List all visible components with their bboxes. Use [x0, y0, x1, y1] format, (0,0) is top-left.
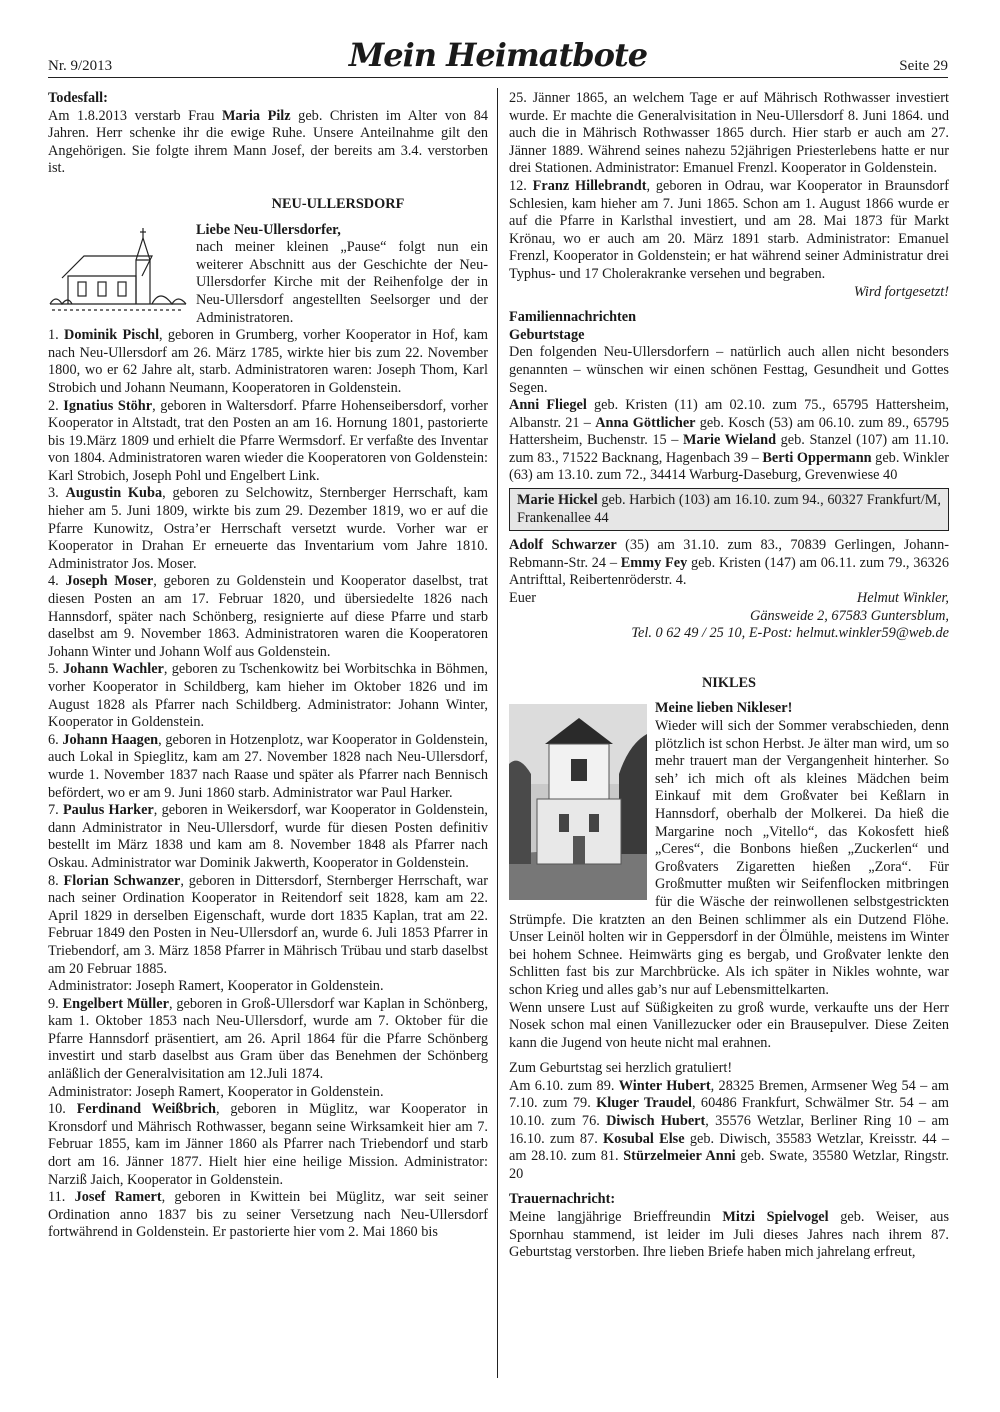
mourning-text: Meine langjährige Brieffreundin Mitzi Spielvogel geb. Weiser, aus Spornhau stammend, ist leider im Juli dieses Jahres nach ihrem 87. Geburtstag verstorben. Ihre lieben Briefe haben mich jahrelang erfreut,	[509, 1209, 950, 1261]
birthday-intro: Den folgenden Neu-Ullersdorfern – natürlich auch allen nicht besonders genannten – wünschen wir einen schönen Festtag, Gesundheit und Gottes Segen.	[509, 344, 949, 396]
family-news-heading: Familiennachrichten	[509, 309, 637, 326]
masthead-logo: Mein Heimatbote	[348, 36, 648, 74]
greeting-neu-ullersdorf: Liebe Neu-Ullersdorfer,	[196, 221, 341, 238]
list-item: 8. Florian Schwanzer, geboren in Dittersdorf, Sternberger Herrschaft, war nach seiner Ordination Kooperator in Reitendorf seit 1828, kam am 22. April 1829 in derselben Eigenschaft, wurde dort 1835 Kaplan, trat am 22. Februar 1849 den Posten in Neu-Ullersdorf an, wurde 6. Juli 1853 Pfarrer in Triebendorf, am 3. März 1858 Pfarrer in Mährisch Trübau und starb daselbst am 20 Februar 1885.	[48, 872, 488, 977]
mourning-heading: Trauernachricht:	[509, 1191, 616, 1208]
page-number: Seite 29	[899, 58, 948, 74]
column-divider	[497, 88, 498, 1378]
church-photo-image	[509, 704, 647, 900]
section-heading-neu-ullersdorf: NEU-ULLERSDORF	[271, 195, 405, 212]
continuation-note: Wird fortgesetzt!	[853, 283, 949, 300]
list-item: 6. Johann Haagen, geboren in Hotzenplotz, war Kooperator in Goldenstein, auch Lokal in Spieglitz, kam am 27. November 1828 nach Neu-Ullersdorf, wurde 1. November 1837 nach Raase und später als Pfarrer nach Bennisch befördert, wo er am 9. Juni 1860 starb. Administrator war Paul Harker.	[48, 731, 488, 801]
birthday-list-2: Adolf Schwarzer (35) am 31.10. zum 83., 70839 Gerlingen, Johann-Rebmann-Str. 24 – Emmy Fey geb. Kristen (147) am 06.11. zum 79., 36326 Antrifttal, Reibertenröderstr. 4.	[509, 537, 949, 589]
list-item: 1. Dominik Pischl, geboren in Grumberg, vorher Kooperator in Hof, kam nach Neu-Ullersdorf am 26. März 1785, wirkte hier bis zum 22. November 1800, wo er 62 Jahre alt, starb. Administratoren waren: Joseph Thom, Karl Strobich und Johann Neumann, Kooperatoren in Goldenstein.	[48, 327, 489, 396]
list-item: 7. Paulus Harker, geboren in Weikersdorf, war Kooperator in Goldenstein, dann Administrator in Neu-Ullersdorf, wurde für diesen Posten definitiv bestellt im März 1838 und kam am 8. November 1848 als Pfarrer nach Oskau. Administrator war Dominik Jakwerth, Kooperator in Goldenstein.	[48, 802, 489, 871]
author-name: Helmut Winkler,	[856, 590, 949, 607]
section-heading-nikles: NIKLES	[701, 674, 757, 691]
right-column	[509, 90, 949, 1262]
nikles-birthday-list: Am 6.10. zum 89. Winter Hubert, 28325 Bremen, Armsener Weg 54 – am 7.10. zum 79. Kluger Traudel, 60486 Frankfurt, Schwälmer Str. 54 – am 10.10. zum 76. Diwisch Hubert, 35576 Wetzlar, Berliner Ring 10 – am 16.10. zum 87. Kosubal Else geb. Diwisch, 35583 Wetzlar, Kreisstr. 44 – am 28.10. zum 81. Stürzelmeier Anni geb. Swate, 35580 Wetzlar, Ringstr. 20	[509, 1077, 949, 1182]
list-item: 2. Ignatius Stöhr, geboren in Waltersdorf. Pfarre Hohenseibersdorf, vorher Kooperator in Altstadt, trat den Posten an am 16. Hornung 1801, pastorierte bis 19.März 1809 und erhielt die Pfarre Wermsdorf. Er verfaßte des Inventar von 1804. Administratoren waren wieder die Kooperatoren von Goldenstein: Karl Strobich, Joseph Pohl und Engelbert Link.	[48, 397, 489, 484]
list-item: 10. Ferdinand Weißbrich, geboren in Müglitz, war Kooperator in Kronsdorf und Mährisch Rothwasser, begann seine Wirksamkeit hier am 7. Februar 1855, kam im Jänner 1860 als Pfarrer nach Triebendorf und starb dort am 16. Jänner 1877. Hielt hier eine heilige Mission. Administrator: Narziß Jaich, Kooperator in Goldenstein.	[48, 1101, 489, 1188]
author-address: Gänsweide 2, 67583 Guntersblum,	[750, 607, 949, 624]
list-item: 5. Johann Wachler, geboren zu Tschenkowitz bei Worbitschka in Böhmen, vorher Kooperator in Schildberg, kam hieher im Oktober 1826 und im August 1828 als Pfarrer nach Schildberg. Administrator: Johann Winter, Kooperator in Goldenstein.	[48, 661, 489, 731]
header-rule	[48, 77, 948, 78]
pastor-list	[48, 327, 488, 1242]
todesfall-title: Todesfall:	[48, 90, 108, 106]
issue-number: Nr. 9/2013	[48, 58, 113, 74]
author-contact: Tel. 0 62 49 / 25 10, E-Post: helmut.winkler59@web.de	[631, 625, 949, 642]
sign-off: Euer	[509, 590, 536, 607]
continued-text: 25. Jänner 1865, an welchem Tage er auf Mährisch Rothwasser investiert wurde. Er machte die Generalvisitation in Neu-Ullersdorf 8. Juni 1864. und auch die in Mährisch Rothwasser 1865 durch. Hier starb er auch am 27. Jänner 1889. Während seines nahezu 52jährigen Priesterlebens hatte er nur drei Stationen. Administrator: Emanuel Frenzl. Kooperator in Goldenstein.	[509, 90, 949, 177]
list-item: 3. Augustin Kuba, geboren zu Selchowitz, Sternberger Herrschaft, kam hieher am 5. Juni 1809, wirkte bis zum 29. Dezember 1819, wo er auf die Pfarre Kunowitz, Ostra’er Herrschaft versetzt wurde. Vorher war er Kooperator in Drahan Er erneuerte das Inventarium vom Jahre 1810. Administrator Jos. Moser.	[48, 485, 489, 572]
list-item: Administrator: Joseph Ramert, Kooperator in Goldenstein.	[48, 978, 384, 995]
church-sketch-image	[48, 224, 188, 316]
list-item: 11. Josef Ramert, geboren in Kwittein bei Müglitz, war seit seiner Ordination anno 1837 bis zu seiner Versetzung nach Neu-Ullersdorf fortwährend in Goldenstein. Er pastorierte hier vom 2. Mai 1860 bis	[48, 1189, 488, 1241]
left-column	[48, 90, 488, 1242]
list-item: Administrator: Joseph Ramert, Kooperator in Goldenstein.	[48, 1083, 384, 1100]
highlighted-birthday-box: Marie Hickel geb. Harbich (103) am 16.10. zum 94., 60327 Frankfurt/M, Frankenallee 44	[509, 488, 949, 531]
page-header	[48, 36, 948, 80]
greeting-nikles: Meine lieben Nikleser!	[655, 700, 793, 717]
nikles-story: Wieder will sich der Sommer verabschieden, denn plötzlich ist schon Herbst. Je älter man wird, um so mehr trauert man der Vergangenheit hinterher. So seh’ ich mich oft als kleines Mädchen beim Einkauf mit dem Großvater bei Keßlarn in Hannsdorf, oberhalb der Molkerei. Da hieß die Margarine noch „Vitello“, das Kokosfett hieß „Ceres“, die Bonbons hießen „Zuckerlen“ und Großvaters Zigaretten hießen „Zora“. Für Großmutter mußten wir Seifenflocken mitbringen für die Wäsche der reinwollenen selbstgestrickten Strümpfe. Die kratzten an den Beinen schlimmer als ein Dutzend Flöhe. Unser Leinöl holten wir in Geppersdorf in der Ölmühle, meistens im Winter bei hohem Schnee. Heimwärts ging es bergab, und Großvater lenkte den Schlitten fast bis zur Marchbrücke. Als ich später in Nikles wohnte, war schon Krieg und alles gab’s nur auf Lebensmittelkarten.	[509, 718, 949, 998]
list-item: 4. Joseph Moser, geboren zu Goldenstein und Kooperator daselbst, trat diesen Posten an am 17. Februar 1820, und übersiedelte 1826 nach Hannsdorf, später nach Schönberg, resignierte auf diese Pfarre und starb daselbst am 9. November 1863. Administratoren waren die Kooperatoren Johann Winter und Johann Wolf aus Goldenstein.	[48, 573, 488, 660]
list-item: 9. Engelbert Müller, geboren in Groß-Ullersdorf war Kaplan in Schönberg, kam 1. Oktober 1853 nach Neu-Ullersdorf, wurde am 7. Oktober für die Pfarre Hannsdorf präsentiert, am 26. April 1864 für die Pfarre Schönberg investirt und starb daselbst aus Gram über das Benehmen der Schönberg anläßlich der Generalvisitation am 12.Juli 1874.	[48, 995, 489, 1083]
intro-text: nach meiner kleinen „Pause“ folgt nun ein weiterer Abschnitt aus der Geschichte der Neu-Ullersdorfer Kirche mit der Reihenfolge der in Neu-Ullersdorf angestellten Seelsorger und der Administratoren.	[196, 239, 488, 326]
nikles-story-2: Wenn unsere Lust auf Süßigkeiten zu groß wurde, verkaufte uns der Herr Nosek schon mal einen Vanillezucker oder ein Brausepulver. Diese Zeiten kann die Jugend von heute nicht mal erahnen.	[509, 999, 949, 1051]
todesfall-text: Am 1.8.2013 verstarb Frau Maria Pilz geb. Christen im Alter von 84 Jahren. Herr schenke ihr die ewige Ruhe. Unsere Anteilnahme gilt den Angehörigen. Sie folgte ihrem Mann Josef, der bereits am 3.4. verstorben ist.	[48, 107, 488, 177]
birthday-list: Anni Fliegel geb. Kristen (11) am 02.10. zum 75., 65795 Hattersheim, Albanstr. 21 – Anna Göttlicher geb. Kosch (53) am 06.10. zum 89., 65795 Hattersheim, Buchenstr. 15 – Marie Wieland geb. Stanzel (107) am 11.10. zum 83., 71522 Backnang, Hagenbach 39 – Berti Oppermann geb. Winkler (63) am 13.10. zum 72., 34414 Warburg-Daseburg, Grevenwiese 40	[509, 397, 950, 484]
birthdays-subheading: Geburtstage	[509, 326, 585, 343]
congratulations-heading: Zum Geburtstag sei herzlich gratuliert!	[509, 1060, 733, 1077]
list-item: 12. Franz Hillebrandt, geboren in Odrau, war Kooperator in Braunsdorf Schlesien, kam hieher am 7. Juni 1865. Schon am 1. August 1866 wurde er auf die Pfarre in Karlsthal investiert, und am 28. Mai 1873 für Markt Krönau, wo er auch am 20. März 1891 starb. Administrator: Emanuel Frenzl, Kooperator in Goldenstein; er hat während seiner Administratur drei Typhus- und 17 Cholerakranke versehen und begraben.	[509, 177, 950, 282]
